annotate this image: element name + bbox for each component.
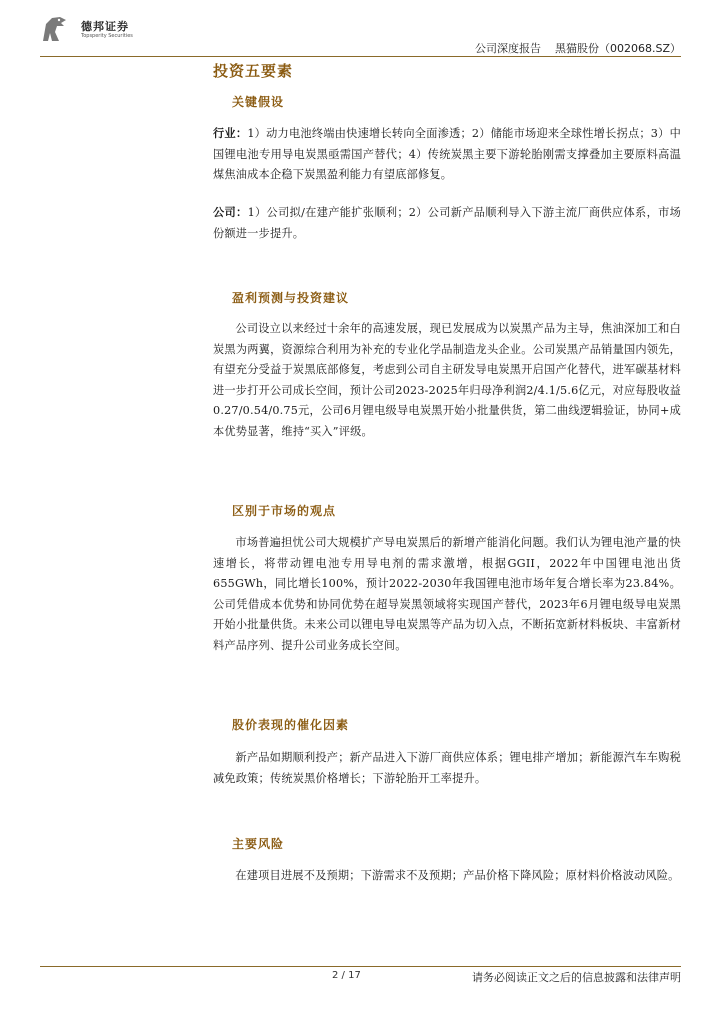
footer-disclaimer: 请务必阅读正文之后的信息披露和法律声明 <box>472 971 681 984</box>
difference-paragraph: 市场普遍担忧公司大规模扩产导电炭黑后的新增产能消化问题。我们认为锂电池产量的快速增长，将带动锂电池专用导电剂的需求激增，根据GGII，2022年中国锂电池出货655GWh，同比增长100%，预计2022-2030年我国锂电池市场年复合增长率为23.84%。公司凭借成本优势和协同优势在超导炭黑领域将实现国产替代，2023年6月锂电级导电炭黑开始小批量供货。未来公司以锂电导电炭黑等产品为切入点，不断拓宽新材料板块、丰富新材料产品序列、提升公司业务成长空间。 <box>213 536 681 652</box>
report-type: 公司深度报告 <box>474 42 541 55</box>
section-title-risks: 主要风险 <box>232 837 285 851</box>
risks-paragraph: 在建项目进展不及预期；下游需求不及预期；产品价格下降风险；原材料价格波动风险。 <box>235 869 680 882</box>
section-title-assumptions: 关键假设 <box>232 95 285 109</box>
header-info <box>475 40 681 56</box>
company-name: 黑猫股份（002068.SZ） <box>554 42 681 55</box>
company-text: 1）公司拟/在建产能扩张顺利；2）公司新产品顺利导入下游主流厂商供应体系，市场份额进一步提升。 <box>213 206 681 240</box>
assumptions-company-paragraph <box>213 203 681 244</box>
section-title-catalysts: 股价表现的催化因素 <box>232 718 350 732</box>
catalysts-paragraph: 新产品如期顺利投产；新产品进入下游厂商供应体系；锂电排产增加；新能源汽车车购税减免政策；传统炭黑价格增长；下游轮胎开工率提升。 <box>213 751 681 785</box>
forecast-paragraph: 公司设立以来经过十余年的高速发展，现已发展成为以炭黑产品为主导，焦油深加工和白炭黑为两翼，资源综合利用为补充的专业化学品制造龙头企业。公司炭黑产品销量国内领先，有望充分受益于炭黑底部修复，考虑到公司自主研发导电炭黑开启国产化替代，进军碳基材料进一步打开公司成长空间，预计公司2023-2025年归母净利润2/4.1/5.6亿元，对应每股收益0.27/0.54/0.75元，公司6月锂电级导电炭黑开始小批量供货，第二曲线逻辑验证，协同+成本优势显著，维持“买入”评级。 <box>213 322 681 438</box>
company-label: 公司： <box>213 206 248 219</box>
company-logo-icon <box>40 14 70 44</box>
industry-text: 1）动力电池终端由快速增长转向全面渗透；2）储能市场迎来全球性增长拐点；3）中国锂电池专用导电炭黑亟需国产替代；4）传统炭黑主要下游轮胎刚需支撑叠加主要原料高温煤焦油成本企稳下炭黑盈利能力有望底部修复。 <box>213 127 681 181</box>
logo-text-en: Topsperity Securities <box>81 33 133 39</box>
section-title-forecast: 盈利预测与投资建议 <box>232 291 350 305</box>
industry-label: 行业： <box>213 127 248 140</box>
logo-text-cn: 德邦证券 <box>81 20 129 33</box>
section-title-difference: 区别于市场的观点 <box>232 504 337 518</box>
header-divider <box>40 56 681 57</box>
footer-divider <box>40 966 681 967</box>
assumptions-industry-paragraph <box>213 124 681 186</box>
page-title: 投资五要素 <box>213 62 294 80</box>
page-number: 2 / 17 <box>332 970 361 981</box>
